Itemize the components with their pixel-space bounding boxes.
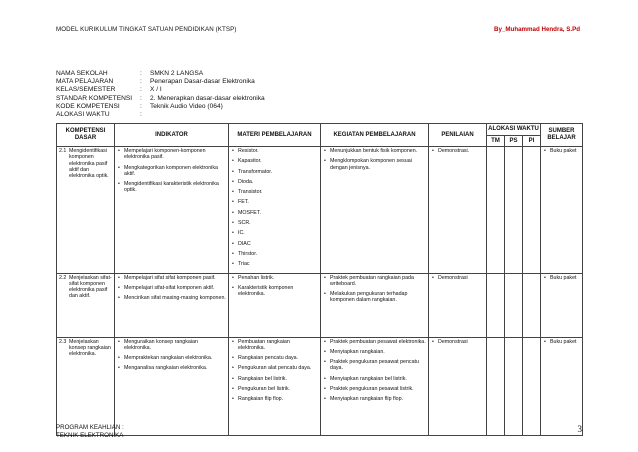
indikator-item: • Mempelajari sifat-sifat komponen aktif. <box>117 285 226 291</box>
kegiatan-list <box>323 148 426 171</box>
header-pi: PI <box>523 136 541 147</box>
cell-kompetensi <box>57 337 115 435</box>
indikator-list <box>117 148 226 194</box>
materi-item: • Kapasitor. <box>231 158 318 164</box>
materi-item: • Transistor. <box>231 189 318 195</box>
materi-item: • MOSFET. <box>231 210 318 216</box>
syllabus-table <box>56 123 583 436</box>
materi-item: • Pengukuran alat pencatu daya. <box>231 365 318 371</box>
header-indikator: INDIKATOR <box>115 124 229 147</box>
penilaian-list <box>431 275 484 281</box>
header-sumber: SUMBER BELAJAR <box>541 124 583 147</box>
materi-item: • Penahan listrik. <box>231 275 318 281</box>
penilaian-item: • Demonstrasi. <box>431 148 484 154</box>
cell-materi <box>229 147 321 274</box>
indikator-item: • Mengidentifikasi karakteristik elektronika optik. <box>117 181 226 194</box>
cell-ps <box>505 273 523 337</box>
header-kegiatan: KEGIATAN PEMBELAJARAN <box>321 124 429 147</box>
footer-line-2: TEKNIK ELEKTRONIKA <box>56 432 124 439</box>
kompetensi-text: Mengidentifikasi komponen elektronika pasif aktif dan elektronika optik. <box>69 148 109 180</box>
footer-line-1: PROGRAM KEAHLIAN : <box>56 424 124 431</box>
kegiatan-list <box>323 275 426 304</box>
materi-item: • SCR. <box>231 220 318 226</box>
indikator-item: • Mempelajari sifat sifat komponen pasif. <box>117 275 226 281</box>
kegiatan-item: • Praktek pembuatan rangkaian pada writeboard. <box>323 275 426 288</box>
info-row <box>56 103 265 111</box>
info-value: X / I <box>150 86 162 94</box>
info-colon: : <box>140 94 142 102</box>
cell-sumber <box>541 337 583 435</box>
kegiatan-item: • Menunjukkan bentuk fisik komponen. <box>323 148 426 154</box>
cell-penilaian <box>429 273 487 337</box>
table-row <box>57 147 583 274</box>
table-row <box>57 337 583 435</box>
kompetensi-number: 2.2 <box>59 274 67 281</box>
cell-kegiatan <box>321 273 429 337</box>
penilaian-item: • Demonstrasi <box>431 339 484 345</box>
kegiatan-item: • Praktek pengukuran pesawat listrik. <box>323 386 426 392</box>
header-tm: TM <box>487 136 505 147</box>
materi-item: • Karakteristik komponen elektronika. <box>231 285 318 298</box>
materi-item: • Pengukuran bel listrik. <box>231 386 318 392</box>
cell-pi <box>523 147 541 274</box>
indikator-item: • Mengkategorikan komponen elektronika aktif. <box>117 165 226 178</box>
kegiatan-item: • Melakukan pengukuran terhadap komponen dalam rangkaian. <box>323 291 426 304</box>
sumber-list <box>543 275 580 281</box>
kegiatan-item: • Praktek pembuatan pesawat elektronika. <box>323 339 426 345</box>
sumber-list <box>543 339 580 345</box>
materi-item: • IC. <box>231 230 318 236</box>
penilaian-item: • Demonstrasi <box>431 275 484 281</box>
cell-kegiatan <box>321 147 429 274</box>
kompetensi-number: 2.3 <box>59 338 67 345</box>
cell-indikator <box>115 147 229 274</box>
cell-sumber <box>541 147 583 274</box>
cell-ps <box>505 147 523 274</box>
info-value: Teknik Audio Video (064) <box>150 102 223 110</box>
indikator-list <box>117 339 226 372</box>
cell-pi <box>523 337 541 435</box>
cell-kegiatan <box>321 337 429 435</box>
materi-item: • Triac <box>231 261 318 267</box>
materi-item: • Transformator. <box>231 169 318 175</box>
materi-item: • Rangkaian bel listrik. <box>231 376 318 382</box>
header-alokasi: ALOKASI WAKTU <box>487 124 541 136</box>
materi-list <box>231 275 318 298</box>
materi-item: • Dioda. <box>231 179 318 185</box>
indikator-item: • Mempraktekan rangkaian elektronika. <box>117 355 226 361</box>
header-penilaian: PENILAIAN <box>429 124 487 147</box>
kegiatan-item: • Menyiapkan rangkaian bel listrik. <box>323 376 426 382</box>
cell-kompetensi <box>57 273 115 337</box>
sumber-item: • Buku paket <box>543 339 580 345</box>
kegiatan-item: • Praktek pengukuran pesawat pencatu daya. <box>323 359 426 372</box>
indikator-item: • Menguraikan konsep rangkaian elektronika. <box>117 339 226 352</box>
kegiatan-item: • Menyiapkan rangkaian flip flop. <box>323 396 426 402</box>
kompetensi-number: 2.1 <box>59 148 67 154</box>
kegiatan-item: • Menyiapkan rangkaian. <box>323 349 426 355</box>
info-key: ALOKASI WAKTU <box>56 111 110 119</box>
info-row <box>56 95 265 103</box>
indikator-item: • Mempelajari komponen-komponen elektronika pasif. <box>117 148 226 161</box>
cell-pi <box>523 273 541 337</box>
penilaian-list <box>431 148 484 154</box>
info-value: SMKN 2 LANGSA <box>150 70 204 77</box>
info-key: KODE KOMPETENSI <box>56 102 120 110</box>
cell-materi <box>229 337 321 435</box>
materi-item: • DIAC <box>231 241 318 247</box>
kegiatan-item: • Mengklompokan komponen sesuai dengan jenisnya. <box>323 158 426 171</box>
school-info-block <box>56 70 265 119</box>
info-colon: : <box>140 111 142 119</box>
header-kompetensi: KOMPETENSI DASAR <box>57 124 115 147</box>
info-row <box>56 70 265 78</box>
materi-item: • FET. <box>231 199 318 205</box>
cell-kompetensi <box>57 147 115 274</box>
info-row <box>56 111 265 119</box>
page-number: 3 <box>577 424 582 434</box>
info-key: KELAS/SEMESTER <box>56 86 116 94</box>
materi-item: • Thirstor. <box>231 251 318 257</box>
kompetensi-text: Menjelaskan konsep rangkaian elektronika. <box>69 338 111 358</box>
cell-ps <box>505 337 523 435</box>
cell-indikator <box>115 273 229 337</box>
cell-materi <box>229 273 321 337</box>
info-colon: : <box>140 78 142 86</box>
info-key: NAMA SEKOLAH <box>56 70 108 77</box>
info-key: MATA PELAJARAN <box>56 78 114 86</box>
kegiatan-list <box>323 339 426 403</box>
cell-tm <box>487 147 505 274</box>
sumber-item: • Buku paket <box>543 148 580 154</box>
footer-program <box>56 424 124 440</box>
info-value: Penerapan Dasar-dasar Elektronika <box>150 78 255 86</box>
indikator-item: • Menganalisa rangkaian elektronika. <box>117 365 226 371</box>
info-row <box>56 78 265 86</box>
materi-item: • Rangkaian flip flop. <box>231 396 318 402</box>
cell-penilaian <box>429 147 487 274</box>
sumber-list <box>543 148 580 154</box>
materi-item: • Pembuatan rangkaian elektronika. <box>231 339 318 352</box>
penilaian-list <box>431 339 484 345</box>
info-row <box>56 86 265 94</box>
document-header-title: MODEL KURIKULUM TINGKAT SATUAN PENDIDIKAN (KTSP) <box>56 26 237 33</box>
info-colon: : <box>140 70 142 77</box>
info-value: 2. Menerapkan dasar-dasar elektronika <box>150 94 265 102</box>
kompetensi-text: Menjelaskan sifat-sifat komponen elektronika pasif dan aktif. <box>69 274 112 300</box>
info-key: STANDAR KOMPETENSI <box>56 94 133 102</box>
materi-list <box>231 148 318 268</box>
materi-list <box>231 339 318 403</box>
info-colon: : <box>140 102 142 110</box>
header-materi: MATERI PEMBELAJARAN <box>229 124 321 147</box>
cell-sumber <box>541 273 583 337</box>
cell-tm <box>487 273 505 337</box>
cell-penilaian <box>429 337 487 435</box>
sumber-item: • Buku paket <box>543 275 580 281</box>
materi-item: • Resistor. <box>231 148 318 154</box>
materi-item: • Rangkaian pencatu daya. <box>231 355 318 361</box>
table-row <box>57 273 583 337</box>
document-header-author: By_Muhammad Hendra, S.Pd <box>494 26 580 33</box>
indikator-item: • Mencirikan sifat masing-masing komponen. <box>117 295 226 301</box>
indikator-list <box>117 275 226 302</box>
cell-indikator <box>115 337 229 435</box>
info-colon: : <box>140 86 142 94</box>
cell-tm <box>487 337 505 435</box>
header-ps: PS <box>505 136 523 147</box>
